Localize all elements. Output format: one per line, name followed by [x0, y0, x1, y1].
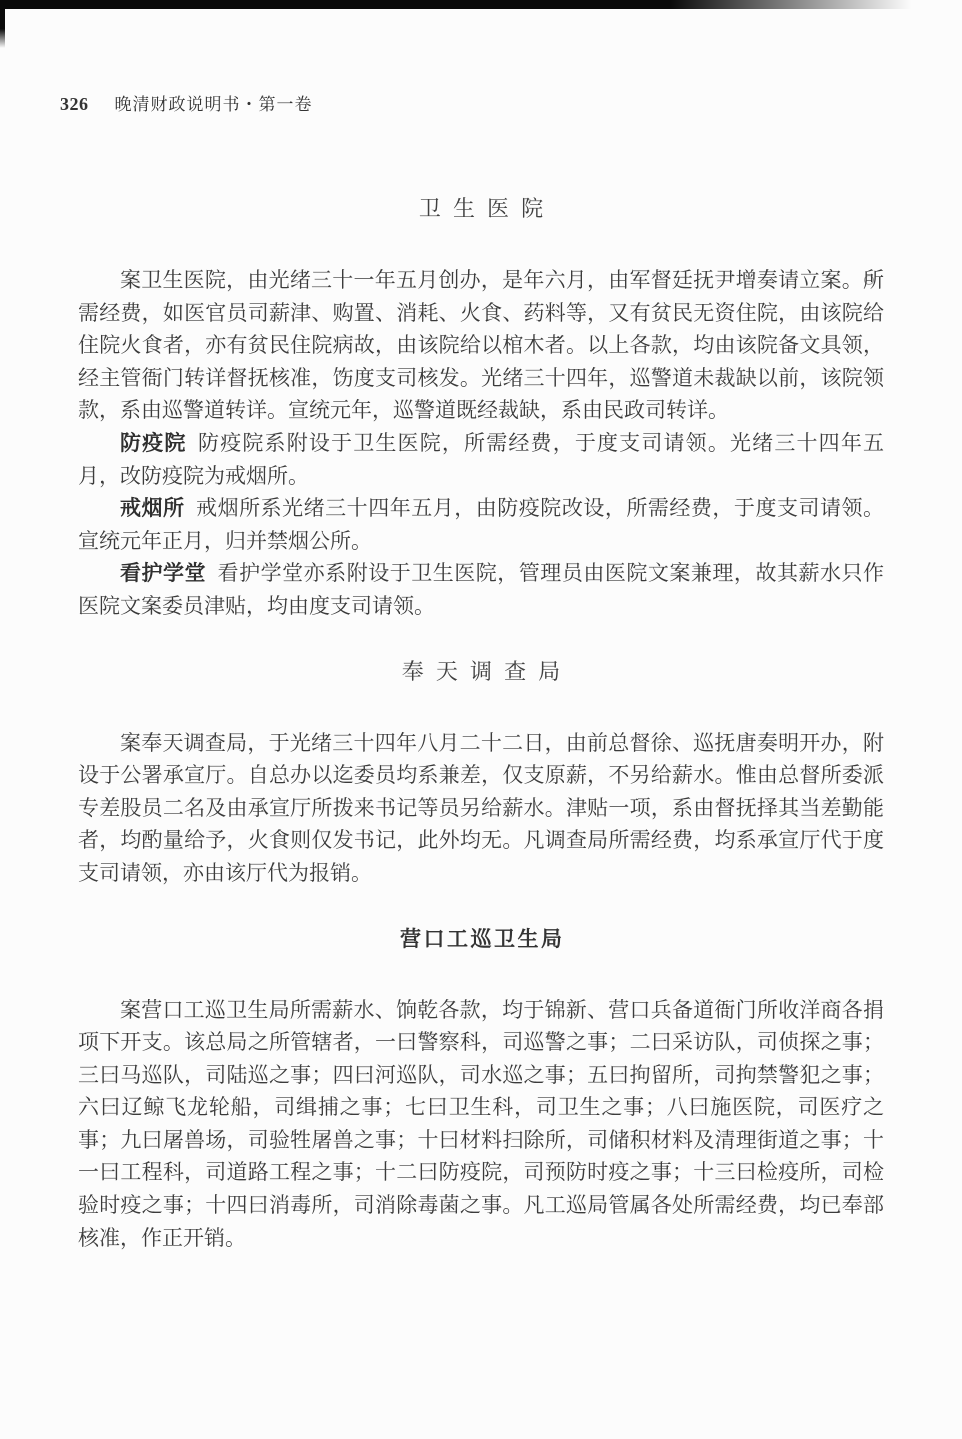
paragraph-text: 看护学堂亦系附设于卫生医院，管理员由医院文案兼理，故其薪水只作医院文案委员津贴，均由度支司请领。 [78, 561, 885, 618]
paragraph-text: 戒烟所系光绪三十四年五月，由防疫院改设，所需经费，于度支司请领。宣统元年正月，归并禁烟公所。 [78, 496, 885, 553]
page-number: 326 [60, 94, 89, 114]
scan-artifact-top-edge [0, 0, 930, 9]
section-weisheng-yiyuan [78, 196, 884, 623]
paragraph-text: 案奉天调查局，于光绪三十四年八月二十二日，由前总督徐、巡抚唐奏明开办，附设于公署承宣厅。自总办以迄委员均系兼差，仅支原薪，不另给薪水。惟由总督所委派专差股员二名及由承宣厅所拨来书记等员另给薪水。津贴一项，系由督抚择其当差勤能者，均酌量给予，火食则仅发书记，此外均无。凡调查局所需经费，均系承宣厅代于度支司请领，亦由该厅代为报销。 [78, 730, 884, 885]
paragraph [78, 264, 884, 427]
section-title: 卫生医院 [418, 196, 556, 221]
section-fengtian-diaochaju [78, 659, 884, 890]
page-content [78, 112, 884, 1254]
run-in-heading-kanhu-xuetang: 看护学堂 [120, 561, 207, 586]
section-title: 营口工巡卫生局 [399, 926, 565, 951]
paragraph [78, 557, 884, 622]
paragraph [78, 727, 884, 890]
paragraph [78, 492, 884, 557]
book-title: 晚清财政说明书・第一卷 [114, 95, 313, 114]
paragraph-text: 案营口工巡卫生局所需薪水、饷乾各款，均于锦新、营口兵备道衙门所收洋商各捐项下开支。该总局之所管辖者，一曰警察科，司巡警之事；二曰采访队，司侦探之事；三曰马巡队，司陆巡之事；四曰河巡队，司水巡之事；五曰拘留所，司拘禁警犯之事；六曰辽鲸飞龙轮船，司缉捕之事；七曰卫生科，司卫生之事；八曰施医院，司医疗之事；九曰屠兽场，司验牲屠兽之事；十曰材料扫除所，司储积材料及清理街道之事；十一曰工程科，司道路工程之事；十二曰防疫院，司预防时疫之事；十三曰检疫所，司检验时疫之事；十四曰消毒所，司消除毒菌之事。凡工巡局管属各处所需经费，均已奉部核准，作正开销。 [78, 997, 884, 1250]
paragraph-text: 防疫院系附设于卫生医院，所需经费，于度支司请领。光绪三十四年五月，改防疫院为戒烟所。 [78, 430, 885, 488]
run-in-heading-jieyansuo: 戒烟所 [120, 496, 185, 521]
section-title: 奉天调查局 [401, 658, 573, 684]
paragraph [78, 427, 884, 492]
run-in-heading-fangyiyuan: 防疫院 [120, 430, 187, 455]
paragraph-text: 案卫生医院，由光绪三十一年五月创办，是年六月，由军督廷抚尹增奏请立案。所需经费，如医官员司薪津、购置、消耗、火食、药料等，又有贫民无资住院，由该院给住院火食者，亦有贫民住院病故，由该院给以棺木者。以上各款，均由该院备文具领，经主管衙门转详督抚核准，饬度支司核发。光绪三十四年，巡警道未裁缺以前，该院领款，系由巡警道转详。宣统元年，巡警道既经裁缺，系由民政司转详。 [78, 268, 884, 423]
scan-artifact-left-edge [0, 0, 5, 48]
paragraph [78, 994, 884, 1255]
section-yingkou-gongxun-weishengju [78, 926, 884, 1255]
